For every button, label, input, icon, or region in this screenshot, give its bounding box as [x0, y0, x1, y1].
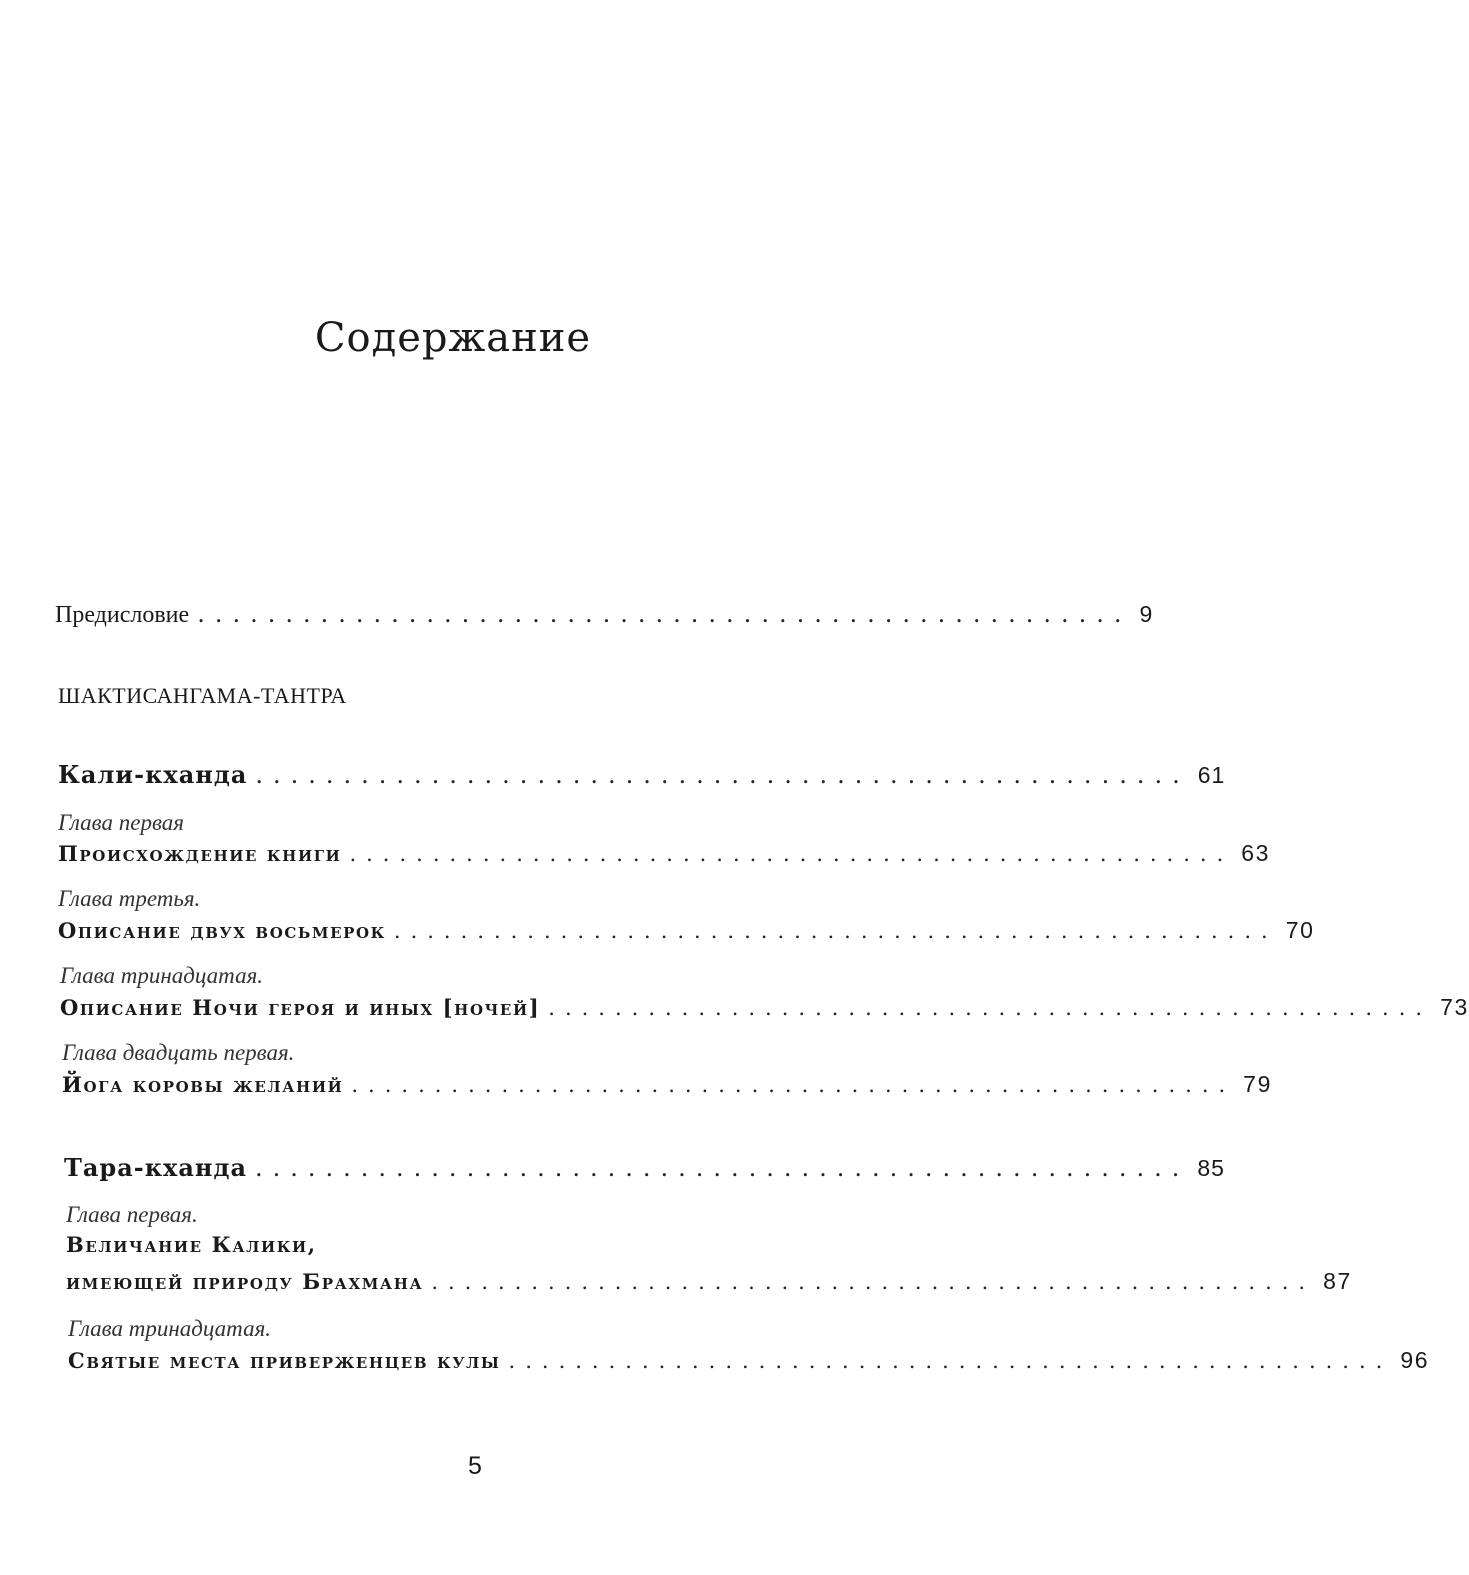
toc-page-number: 87	[1323, 1268, 1352, 1294]
chapter-label: Глава тринадцатая.	[68, 1316, 272, 1341]
dot-leader: .....................................................	[255, 761, 1190, 789]
dot-leader: .....................................................	[508, 1349, 1393, 1373]
chapter-title-line: Величание Калики,	[66, 1232, 317, 1257]
toc-entry-label: имеющей природу Брахмана	[66, 1269, 424, 1294]
toc-entry-chapter	[60, 994, 1469, 1021]
toc-page-number: 79	[1243, 1071, 1272, 1097]
chapter-label: Глава тринадцатая.	[60, 963, 264, 988]
toc-entry-chapter	[62, 1071, 1272, 1098]
toc-entry-tara-khanda	[64, 1153, 1225, 1182]
toc-entry-label: Тара-кханда	[64, 1153, 248, 1182]
toc-entry-label: Описание Ночи героя и иных [ночей]	[60, 995, 541, 1020]
chapter-label: Глава первая.	[66, 1202, 198, 1227]
toc-page-number: 85	[1197, 1155, 1225, 1181]
toc-entry-label: Предисловие	[55, 602, 190, 628]
toc-page-number: 96	[1400, 1347, 1430, 1373]
toc-entry-chapter	[58, 840, 1271, 867]
dot-leader: .....................................................	[197, 600, 1132, 628]
dot-leader: .....................................................	[255, 1154, 1190, 1182]
dot-leader: .....................................................	[431, 1270, 1316, 1294]
toc-entry-label: Святые места приверженцев кулы	[68, 1348, 501, 1373]
toc-page-number: 73	[1440, 994, 1469, 1020]
toc-entry-label: Описание двух восьмерок	[58, 918, 386, 943]
toc-entry-preface	[55, 600, 1153, 629]
dot-leader: .....................................................	[349, 842, 1234, 866]
toc-entry-chapter	[58, 917, 1315, 944]
toc-entry-label: Происхождение книги	[58, 841, 342, 866]
section-heading: ШАКТИСАНГАМА-ТАНТРА	[58, 683, 347, 708]
chapter-label: Глава двадцать первая.	[62, 1040, 295, 1065]
toc-entry-label: Кали-кханда	[58, 760, 248, 789]
dot-leader: .....................................................	[351, 1073, 1236, 1097]
dot-leader: .....................................................	[548, 996, 1433, 1020]
toc-page-number: 63	[1241, 840, 1271, 866]
toc-entry-chapter	[68, 1347, 1430, 1374]
page-number: 5	[468, 1452, 482, 1480]
toc-entry-label: Йога коровы желаний	[62, 1072, 344, 1097]
dot-leader: .....................................................	[393, 919, 1278, 943]
toc-page-number: 70	[1285, 917, 1315, 943]
toc-page-number: 61	[1197, 762, 1226, 788]
chapter-label: Глава третья.	[58, 886, 201, 911]
toc-entry-chapter	[66, 1268, 1352, 1295]
toc-page-number: 9	[1139, 601, 1153, 627]
toc-entry-kali-khanda	[58, 760, 1226, 789]
page-title: Содержание	[314, 315, 592, 361]
chapter-label: Глава первая	[58, 810, 184, 835]
